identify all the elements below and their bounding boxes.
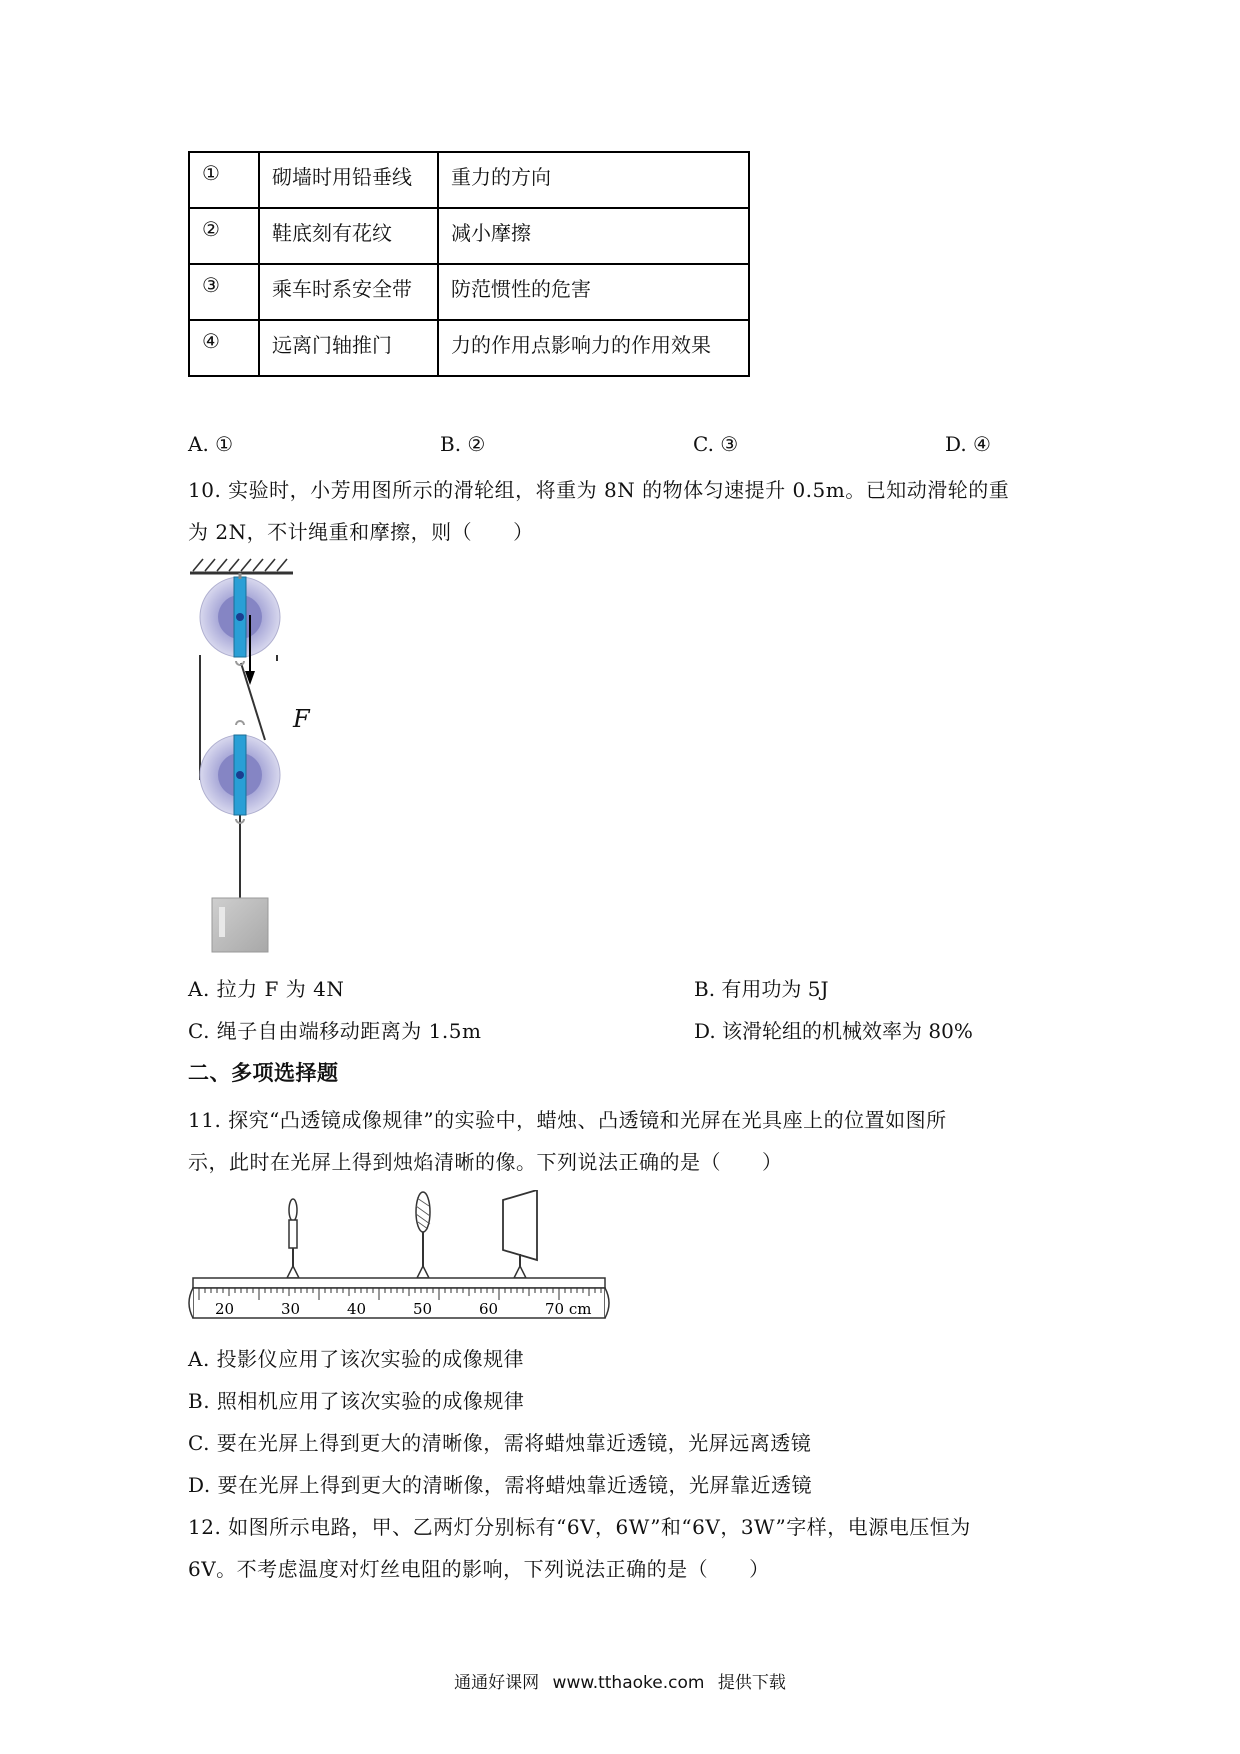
choice-d[interactable]: D. ④ [945, 432, 991, 456]
q10-line1: 10. 实验时，小芳用图所示的滑轮组，将重为 8N 的物体匀速提升 0.5m。已知动滑轮的重 [188, 478, 1010, 502]
row-example: 乘车时系安全带 [259, 264, 438, 320]
section-title: 二、多项选择题 [188, 1061, 339, 1085]
fixed-pulley-icon [200, 573, 280, 665]
movable-pulley-icon [200, 721, 280, 823]
row-principle: 力的作用点影响力的作用效果 [438, 320, 749, 376]
optical-bench-diagram [185, 1190, 625, 1325]
row-example: 鞋底刻有花纹 [259, 208, 438, 264]
lens-icon [416, 1192, 430, 1278]
q10-choice-c[interactable]: C. 绳子自由端移动距离为 1.5m [188, 1019, 482, 1043]
footer-suffix: 提供下载 [717, 1673, 786, 1693]
ruler-label: 70 cm [545, 1300, 592, 1318]
row-example: 远离门轴推门 [259, 320, 438, 376]
force-label: F [293, 705, 310, 733]
table-row [189, 320, 749, 376]
ruler-label: 30 [281, 1300, 301, 1318]
q10-choice-b[interactable]: B. 有用功为 5J [694, 977, 829, 1001]
q10-line2: 为 2N，不计绳重和摩擦，则（ ） [188, 520, 534, 544]
q10-choice-d[interactable]: D. 该滑轮组的机械效率为 80% [694, 1019, 973, 1043]
row-number: ② [189, 208, 259, 264]
footer-site-name: 通通好课网 [454, 1673, 540, 1693]
table-row [189, 208, 749, 264]
q11-line1: 11. 探究“凸透镜成像规律”的实验中，蜡烛、凸透镜和光屏在光具座上的位置如图所 [188, 1108, 947, 1132]
table-row [189, 152, 749, 208]
choice-b[interactable]: B. ② [440, 432, 486, 456]
row-principle: 防范惯性的危害 [438, 264, 749, 320]
q9-choices [188, 432, 1008, 462]
ruler-label: 20 [215, 1300, 235, 1318]
row-example: 砌墙时用铅垂线 [259, 152, 438, 208]
q11-line2: 示，此时在光屏上得到烛焰清晰的像。下列说法正确的是（ ） [188, 1150, 783, 1174]
comparison-table [188, 151, 750, 377]
q10-choice-a[interactable]: A. 拉力 F 为 4N [188, 977, 345, 1001]
q11-choice-a[interactable]: A. 投影仪应用了该次实验的成像规律 [188, 1347, 525, 1371]
q12-line1: 12. 如图所示电路，甲、乙两灯分别标有“6V，6W”和“6V，3W”字样，电源电压恒为 [188, 1515, 971, 1539]
choice-a[interactable]: A. ① [188, 432, 234, 456]
q11-choice-b[interactable]: B. 照相机应用了该次实验的成像规律 [188, 1389, 525, 1413]
row-number: ④ [189, 320, 259, 376]
ceiling-icon [190, 559, 293, 573]
ruler-label: 60 [479, 1300, 499, 1318]
q11-choice-d[interactable]: D. 要在光屏上得到更大的清晰像，需将蜡烛靠近透镜，光屏靠近透镜 [188, 1473, 813, 1497]
candle-icon [287, 1199, 299, 1278]
row-number: ③ [189, 264, 259, 320]
ruler-label: 50 [413, 1300, 433, 1318]
row-principle: 重力的方向 [438, 152, 749, 208]
ruler-label: 40 [347, 1300, 367, 1318]
choice-c[interactable]: C. ③ [693, 432, 739, 456]
row-number: ① [189, 152, 259, 208]
table-row [189, 264, 749, 320]
q12-line2: 6V。不考虑温度对灯丝电阻的影响，下列说法正确的是（ ） [188, 1557, 770, 1581]
row-principle: 减小摩擦 [438, 208, 749, 264]
screen-icon [503, 1190, 537, 1278]
page-footer [0, 1668, 1240, 1693]
footer-url[interactable]: www.tthaoke.com [552, 1673, 705, 1693]
q11-choice-c[interactable]: C. 要在光屏上得到更大的清晰像，需将蜡烛靠近透镜，光屏远离透镜 [188, 1431, 812, 1455]
pulley-diagram [185, 555, 345, 960]
